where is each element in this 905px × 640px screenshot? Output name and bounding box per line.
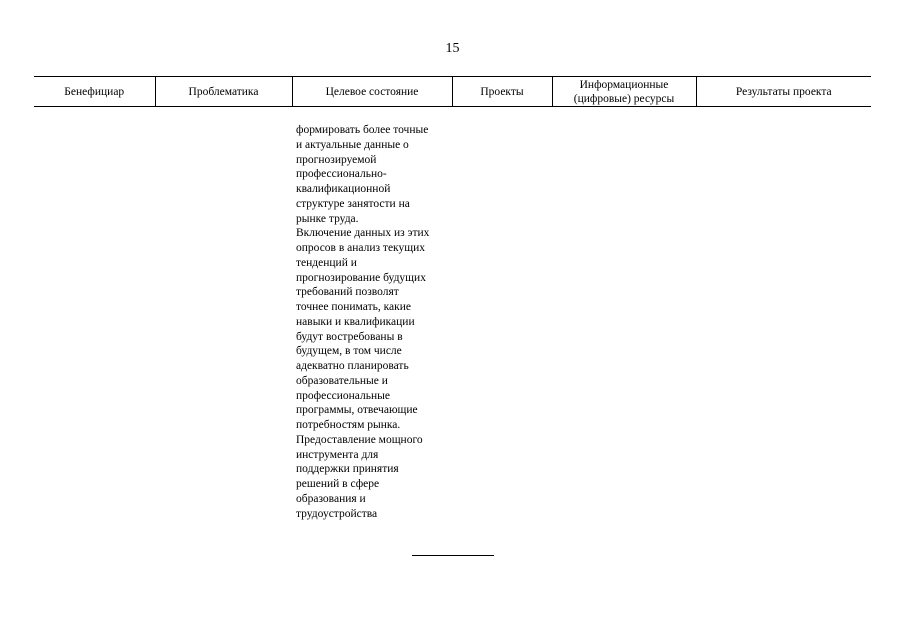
cell-problem xyxy=(155,107,292,522)
cell-beneficiary xyxy=(34,107,155,522)
header-projects: Проекты xyxy=(452,77,552,107)
target-state-text: формировать более точные и актуальные данные о прогнозируемой профессионально- квалификационной структуре занятости на рынке труда. Включение данных из этих опросов в анализ текущих тенденций и прогнозирование будущих требований позволят точнее понимать, какие навыки и квалификации будут востребованы в будущем, в том числе адекватно планировать образовательные и профессиональные программы, отвечающие потребностям рынка. Предоставление мощного инструмента для поддержки принятия решений в сфере образования и трудоустройства xyxy=(296,124,430,520)
table-header-row xyxy=(34,77,871,107)
cell-results xyxy=(696,107,871,522)
cell-projects xyxy=(452,107,552,522)
table-row xyxy=(34,107,871,522)
header-problem: Проблематика xyxy=(155,77,292,107)
end-of-section-rule xyxy=(412,555,494,556)
header-results: Результаты проекта xyxy=(696,77,871,107)
header-digital-resources: Информационные (цифровые) ресурсы xyxy=(552,77,696,107)
cell-target-state xyxy=(292,107,452,522)
header-target-state: Целевое состояние xyxy=(292,77,452,107)
project-table xyxy=(34,76,871,521)
page-number: 15 xyxy=(445,41,460,56)
cell-digital-resources xyxy=(552,107,696,522)
header-beneficiary: Бенефициар xyxy=(34,77,155,107)
